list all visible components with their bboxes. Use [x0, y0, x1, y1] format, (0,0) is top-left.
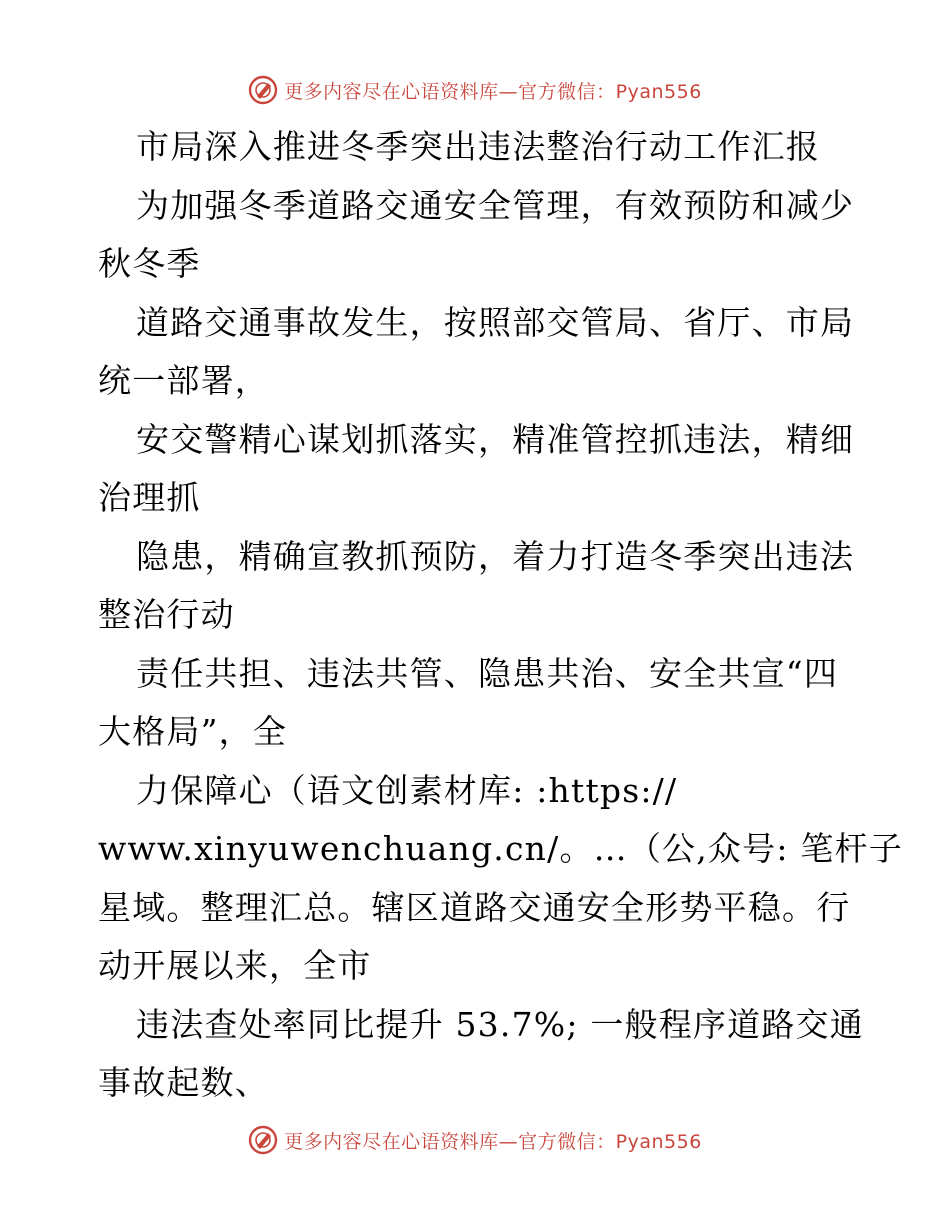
text-line: 违法查处率同比提升 53.7%; 一般程序道路交通	[136, 1004, 864, 1044]
document-title: 市局深入推进冬季突出违法整治行动工作汇报	[136, 127, 820, 166]
text-line: 统一部署，	[98, 361, 269, 400]
text-line: 事故起数、	[98, 1063, 269, 1102]
text-line: 为加强冬季道路交通安全管理，有效预防和减少	[136, 185, 855, 225]
text-line: www.xinyuwenchuang.cn/。…（公,众号: 笔杆子	[98, 829, 903, 868]
text-line: 动开展以来，全市	[98, 946, 372, 985]
text-line: 安交警精心谋划抓落实，精准管控抓违法，精细	[136, 419, 855, 459]
text-line: 隐患，精确宣教抓预防，着力打造冬季突出违法	[136, 536, 855, 576]
text-line: 治理抓	[98, 478, 201, 517]
pen-logo-icon	[248, 75, 278, 105]
document-body	[98, 118, 903, 1113]
text-line: 星域。整理汇总。辖区道路交通安全形势平稳。行	[98, 887, 851, 927]
text-line: 大格局”，全	[98, 712, 288, 751]
text-line: 责任共担、违法共管、隐患共治、安全共宣“四	[136, 653, 839, 693]
text-line: 力保障心（语文创素材库: :https://	[136, 770, 678, 810]
header-banner-text: 更多内容尽在心语资料库—官方微信：Pyan556	[284, 80, 702, 103]
header-watermark	[0, 72, 950, 108]
pen-logo-icon	[248, 1125, 278, 1155]
text-line: 整治行动	[98, 595, 235, 634]
footer-banner-text: 更多内容尽在心语资料库—官方微信：Pyan556	[284, 1130, 702, 1153]
text-line: 道路交通事故发生，按照部交管局、省厅、市局	[136, 302, 855, 342]
footer-watermark	[0, 1122, 950, 1158]
text-line: 秋冬季	[98, 244, 201, 283]
